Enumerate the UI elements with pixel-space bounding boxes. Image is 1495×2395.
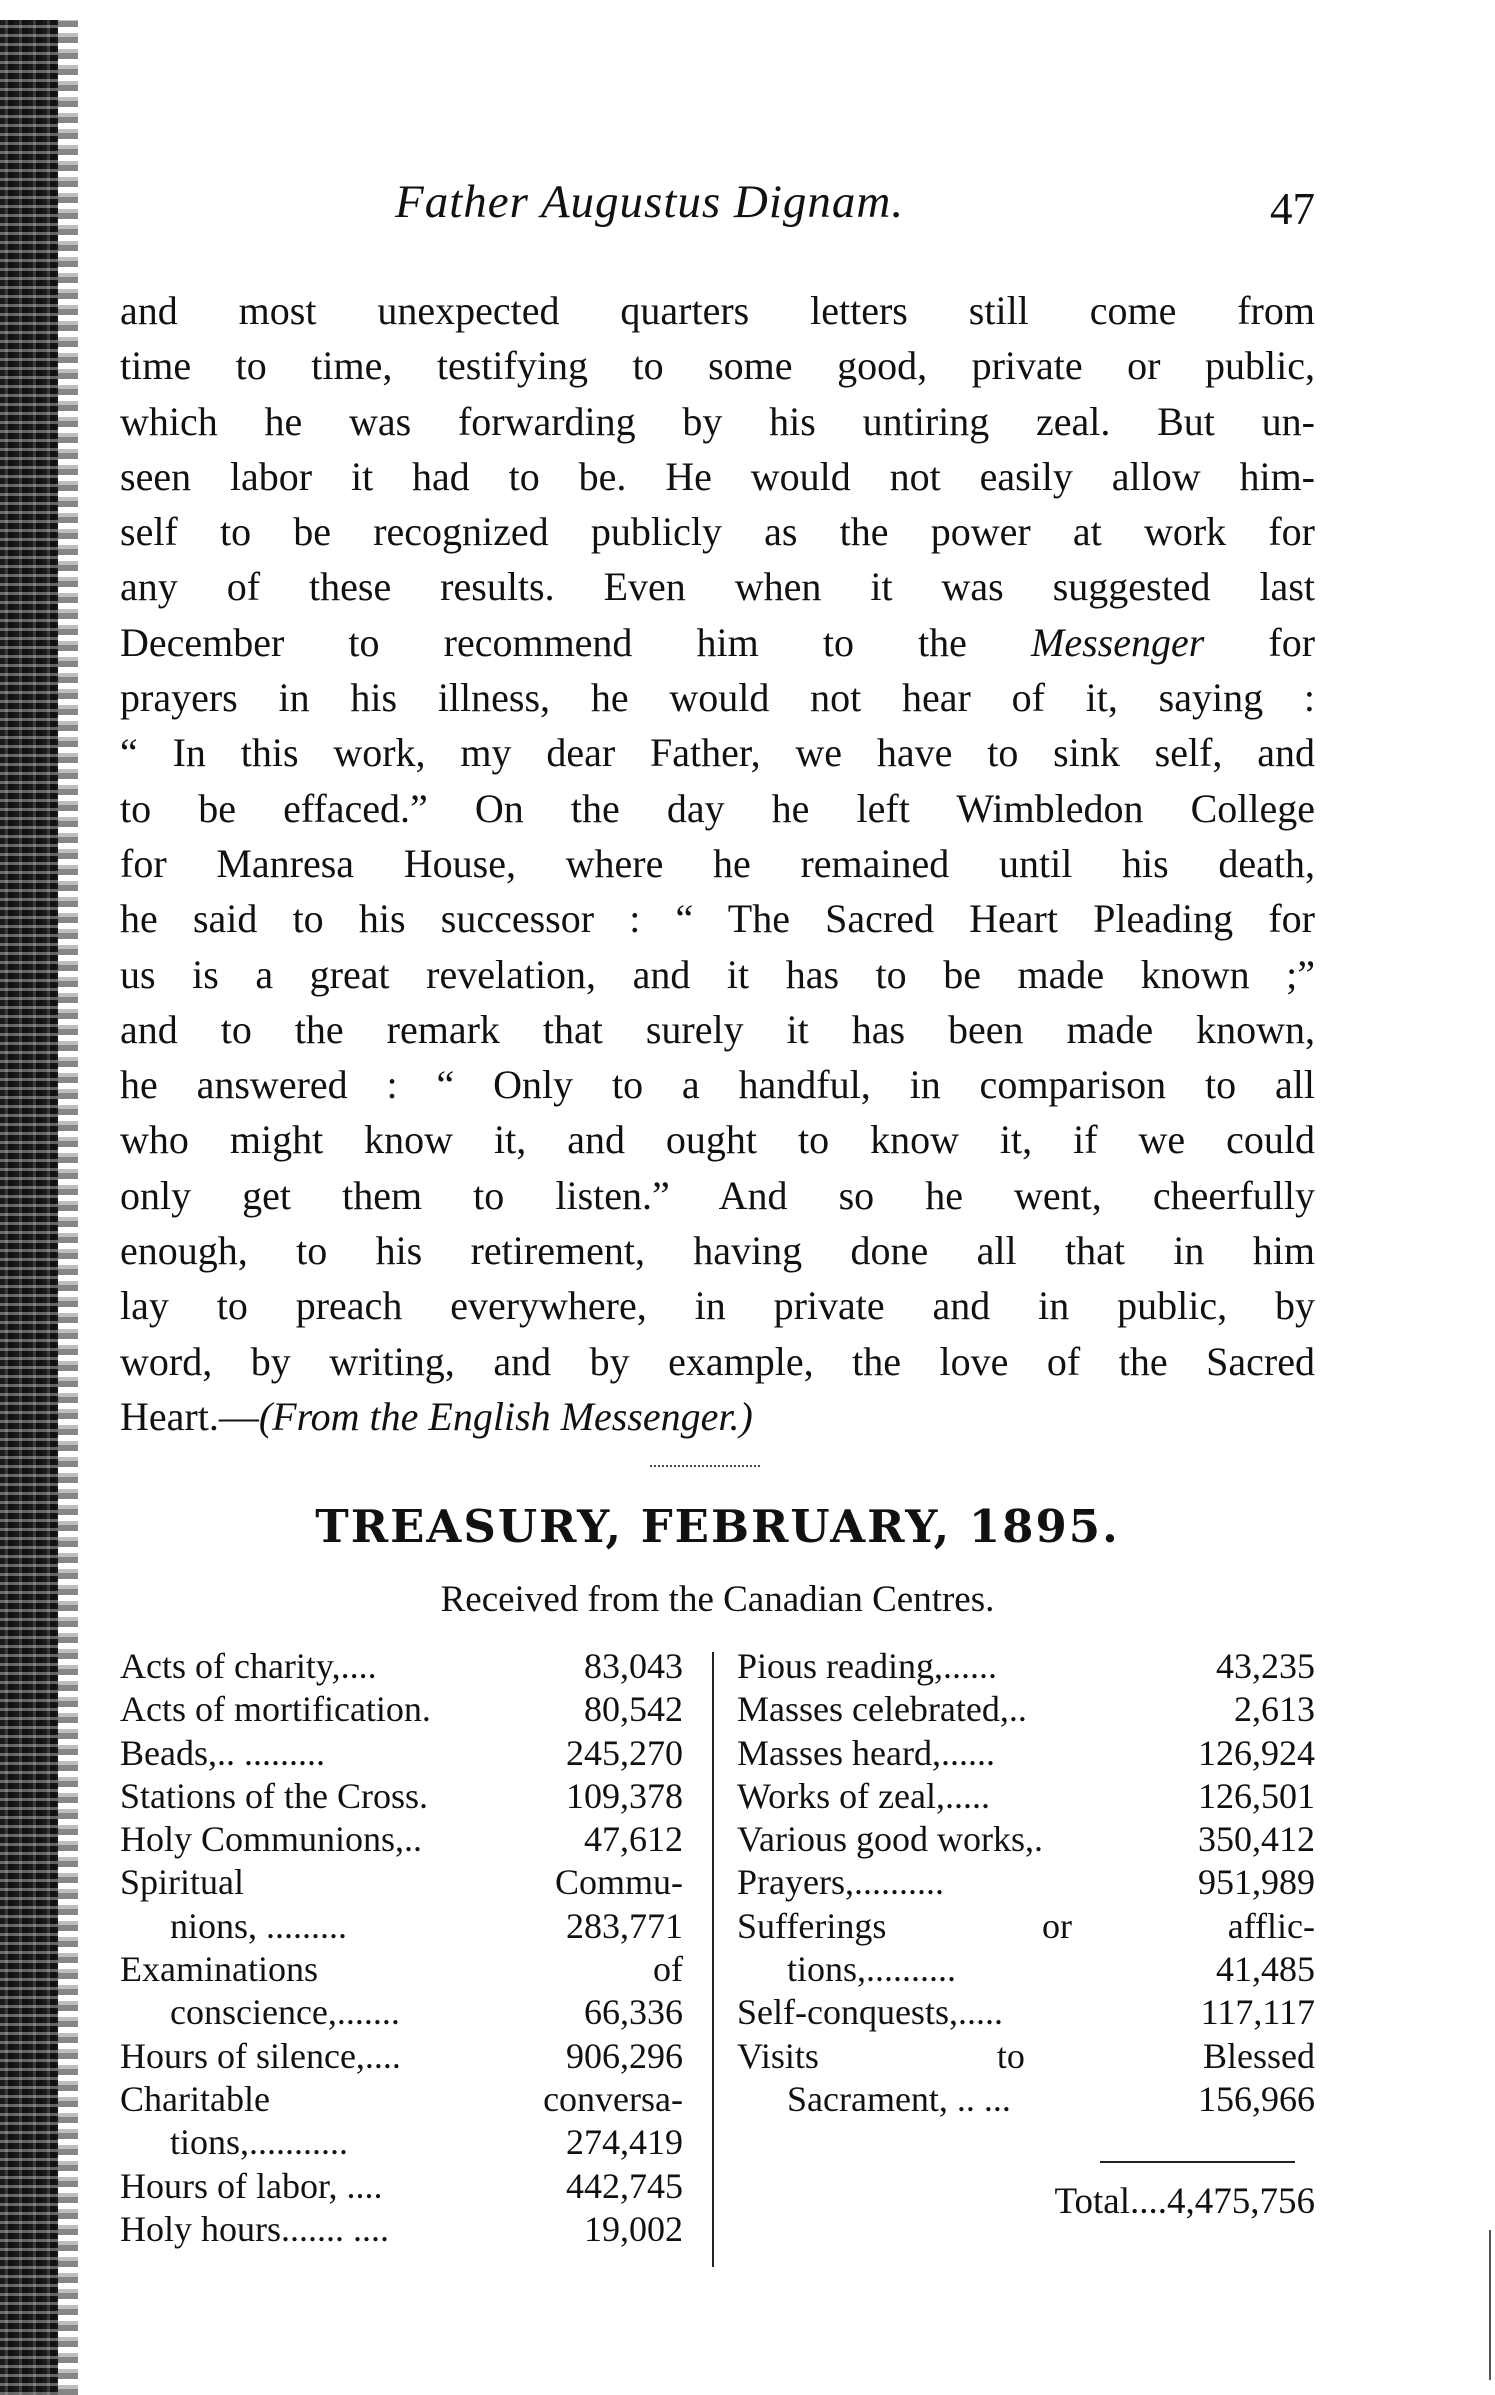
row-value: 47,612	[584, 1819, 683, 1860]
text-line: lay to preach everywhere, in private and in public, by	[120, 1283, 1315, 1329]
row-label: Examinations of	[120, 1949, 683, 1990]
text-line: only get them to listen.” And so he went, cheerfully	[120, 1172, 1315, 1218]
row-value: 109,378	[566, 1775, 683, 1816]
treasury-row	[120, 1688, 683, 1731]
treasury-row	[120, 1645, 683, 1688]
text-line: and most unexpected quarters letters still come from	[120, 288, 1315, 333]
row-value: 951,989	[1198, 1862, 1315, 1903]
row-label: Spiritual Commu-	[120, 1862, 683, 1903]
treasury-row	[737, 2078, 1315, 2121]
row-label: tions,...........	[170, 2122, 349, 2163]
row-label: Holy Communions,..	[120, 1819, 423, 1860]
row-value: 83,043	[584, 1646, 683, 1686]
text-line: self to be recognized publicly as the power at work for	[120, 509, 1315, 555]
source-citation: (From the English Messenger.)	[258, 1393, 753, 1439]
row-label: Holy hours....... ....	[120, 2208, 389, 2249]
text-line: us is a great revelation, and it has to be made known ;”	[120, 951, 1315, 997]
row-label: Various good works,.	[737, 1819, 1043, 1860]
text-line-messenger	[120, 615, 1315, 670]
row-value: 2,613	[1234, 1689, 1315, 1730]
treasury-row	[120, 1775, 683, 1818]
row-value: 43,235	[1216, 1646, 1315, 1686]
treasury-row	[737, 1732, 1315, 1775]
treasury-row	[120, 1905, 683, 1948]
row-label: conscience,.......	[170, 1992, 400, 2033]
row-label: Hours of silence,....	[120, 2035, 401, 2076]
text-line: word, by writing, and by example, the love of the Sacred	[120, 1338, 1315, 1384]
row-label: Pious reading,......	[737, 1646, 997, 1686]
section-divider	[650, 1465, 760, 1473]
text-line: prayers in his illness, he would not hear of it, saying :	[120, 675, 1315, 721]
row-value: 906,296	[566, 2035, 683, 2076]
treasury-row	[737, 2035, 1315, 2078]
page-edge-mark	[1489, 2230, 1491, 2380]
row-label: Hours of labor, ....	[120, 2165, 383, 2206]
running-head: Father Augustus Dignam.	[395, 176, 905, 228]
treasury-row	[120, 2078, 683, 2121]
treasury-row	[737, 1861, 1315, 1904]
row-label: Acts of charity,....	[120, 1646, 377, 1686]
total-rule	[1100, 2161, 1295, 2163]
row-value: 80,542	[584, 1689, 683, 1730]
text-line: he said to his successor : “ The Sacred Heart Pleading for	[120, 896, 1315, 942]
treasury-row	[120, 2121, 683, 2164]
treasury-right-column	[737, 1645, 1315, 2121]
row-value: 117,117	[1200, 1992, 1315, 2033]
treasury-row	[120, 1991, 683, 2034]
text-line: “ In this work, my dear Father, we have to sink self, and	[120, 730, 1315, 776]
book-binding-edge	[0, 20, 58, 2395]
row-label: Visits to Blessed	[737, 2035, 1315, 2076]
body-paragraph	[120, 283, 1315, 1444]
column-divider	[712, 1652, 714, 2267]
messenger-italic: Messenger	[1031, 619, 1205, 665]
treasury-row	[737, 1991, 1315, 2034]
treasury-row	[120, 1861, 683, 1904]
row-value: 442,745	[566, 2165, 683, 2206]
row-label: Acts of mortification.	[120, 1689, 431, 1730]
treasury-row	[737, 1905, 1315, 1948]
treasury-row	[737, 1688, 1315, 1731]
treasury-title: TREASURY, FEBRUARY, 1895.	[315, 1500, 1120, 1553]
row-label: Works of zeal,.....	[737, 1775, 991, 1816]
row-label: tions,..........	[787, 1949, 957, 1990]
row-label: Sufferings or afflic-	[737, 1905, 1315, 1946]
binding-shadow	[58, 20, 78, 2395]
treasury-row	[120, 2208, 683, 2251]
treasury-total: Total....4,475,756	[1054, 2181, 1315, 2222]
row-value: 156,966	[1198, 2078, 1315, 2119]
text-line: to be effaced.” On the day he left Wimbledon College	[120, 785, 1315, 831]
treasury-row	[120, 1948, 683, 1991]
row-value: 66,336	[584, 1992, 683, 2033]
row-label: Masses celebrated,..	[737, 1689, 1027, 1730]
row-label: Masses heard,......	[737, 1732, 995, 1773]
text-line: time to time, testifying to some good, private or public,	[120, 343, 1315, 389]
treasury-row	[737, 1948, 1315, 1991]
text-line: and to the remark that surely it has been made known,	[120, 1006, 1315, 1052]
row-label: Self-conquests,.....	[737, 1992, 1003, 2033]
treasury-row	[120, 2035, 683, 2078]
treasury-row	[737, 1818, 1315, 1861]
treasury-left-column	[120, 1645, 683, 2251]
text-line: enough, to his retirement, having done all that in him	[120, 1228, 1315, 1274]
treasury-row	[737, 1645, 1315, 1688]
row-label: Sacrament, .. ...	[787, 2078, 1011, 2119]
row-value: 245,270	[566, 1732, 683, 1773]
row-value: 41,485	[1216, 1949, 1315, 1990]
treasury-row	[120, 1818, 683, 1861]
text-line: he answered : “ Only to a handful, in comparison to all	[120, 1062, 1315, 1108]
text-line: who might know it, and ought to know it, if we could	[120, 1117, 1315, 1163]
text-line: any of these results. Even when it was suggested last	[120, 564, 1315, 610]
row-value: 274,419	[566, 2122, 683, 2163]
treasury-row	[120, 1732, 683, 1775]
row-value: 283,771	[566, 1905, 683, 1946]
text-line: for Manresa House, where he remained until his death,	[120, 840, 1315, 886]
text-line-heart: Heart.—	[120, 1393, 259, 1439]
row-value: 126,924	[1198, 1732, 1315, 1773]
row-label: Prayers,..........	[737, 1862, 944, 1903]
row-label: nions, .........	[170, 1905, 348, 1946]
row-label: Stations of the Cross.	[120, 1775, 429, 1816]
row-value: 126,501	[1198, 1775, 1315, 1816]
text-line-final	[120, 1389, 1315, 1444]
row-label: Charitable conversa-	[120, 2078, 683, 2119]
row-value: 19,002	[584, 2208, 683, 2249]
row-label: Beads,.. .........	[120, 1732, 325, 1773]
text-line-start: December to recommend him to the	[120, 619, 967, 665]
page-number: 47	[1270, 184, 1315, 234]
treasury-row	[120, 2165, 683, 2208]
treasury-subtitle: Received from the Canadian Centres.	[440, 1579, 995, 1620]
page-header	[120, 175, 1315, 245]
text-line-tail: for	[1268, 619, 1316, 665]
text-line: seen labor it had to be. He would not easily allow him-	[120, 453, 1315, 499]
text-line: which he was forwarding by his untiring zeal. But un-	[120, 398, 1315, 444]
row-value: 350,412	[1198, 1819, 1315, 1860]
treasury-row	[737, 1775, 1315, 1818]
